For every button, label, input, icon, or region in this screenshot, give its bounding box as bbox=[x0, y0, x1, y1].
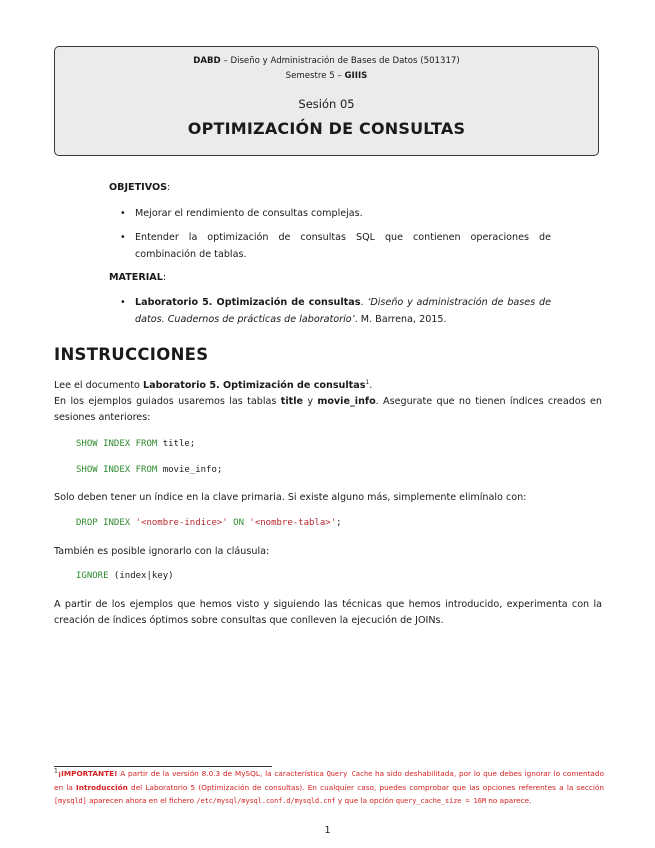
instructions-paragraph-5: A partir de los ejemplos que hemos visto y siguiendo las técnicas que hemos introducido, experimenta con la creación de índices óptimos sobre consultas que conlleven la ejecución de JOINs. bbox=[54, 599, 602, 626]
bullet-icon: • bbox=[120, 232, 126, 243]
instructions-paragraph-1: Lee el documento Laboratorio 5. Optimización de consultas$^1$. bbox=[54, 378, 373, 391]
material-reference: Laboratorio 5. Optimización de consultas. ‘Diseño y administración de bases de datos. Cuadernos de prácticas de laboratorio’. M. Barrena, 2015. bbox=[135, 297, 551, 325]
footnote: $^1$¡IMPORTANTE! A partir de la versión 8.0.3 de MySQL, la característica Query Cache ha sido deshabilitada, por lo que debes ignorar lo comentado en la Introducción del Laboratorio 5 (Optimización de consultas). En cualquier caso, puedes comprobar que las opciones referentes a la sección [mysqld] aparecen ahora en el fichero /etc/mysql/mysql.conf.d/mysqld.cnf y que la opción query_cache_size = 16M no aparece. bbox=[54, 767, 605, 805]
code-show-index-movie-info: SHOW INDEX FROM movie_info; bbox=[76, 465, 223, 475]
bullet-icon: • bbox=[120, 208, 126, 219]
material-label: MATERIAL: bbox=[109, 272, 167, 283]
instructions-paragraph-3: Solo deben tener un índice en la clave primaria. Si existe alguno más, simplemente elimínalo con: bbox=[54, 492, 527, 503]
list-item bbox=[121, 294, 551, 328]
footnote-marker[interactable]: 1 bbox=[365, 378, 370, 386]
code-show-index-title: SHOW INDEX FROM title; bbox=[76, 439, 196, 449]
list-item: • Mejorar el rendimiento de consultas complejas. bbox=[121, 205, 551, 222]
semester-line: Semestre 5 – GIIIS bbox=[285, 71, 368, 81]
instructions-heading: INSTRUCCIONES bbox=[54, 345, 209, 364]
list-item: • Entender la optimización de consultas SQL que contienen operaciones de combinación de tablas. bbox=[121, 229, 551, 263]
objectives-label: OBJETIVOS: bbox=[109, 182, 171, 193]
code-drop-index: DROP INDEX '<nombre-indice>' ON '<nombre-tabla>'; bbox=[76, 518, 342, 528]
bullet-icon: • bbox=[120, 297, 126, 308]
session-label: Sesión 05 bbox=[298, 97, 355, 111]
footnote-number: 1 bbox=[54, 767, 58, 775]
header-box bbox=[54, 46, 599, 156]
course-line: DABD – Diseño y Administración de Bases de Datos (501317) bbox=[193, 56, 460, 66]
code-ignore: IGNORE (index|key) bbox=[76, 571, 174, 581]
instructions-paragraph-4: También es posible ignorarlo con la cláusula: bbox=[54, 546, 270, 557]
page-number: 1 bbox=[324, 825, 331, 836]
instructions-paragraph-2: En los ejemplos guiados usaremos las tablas title y movie_info. Asegurate que no tienen índices creados en sesiones anteriores: bbox=[54, 396, 602, 423]
page-title: OPTIMIZACIÓN DE CONSULTAS bbox=[187, 119, 466, 138]
